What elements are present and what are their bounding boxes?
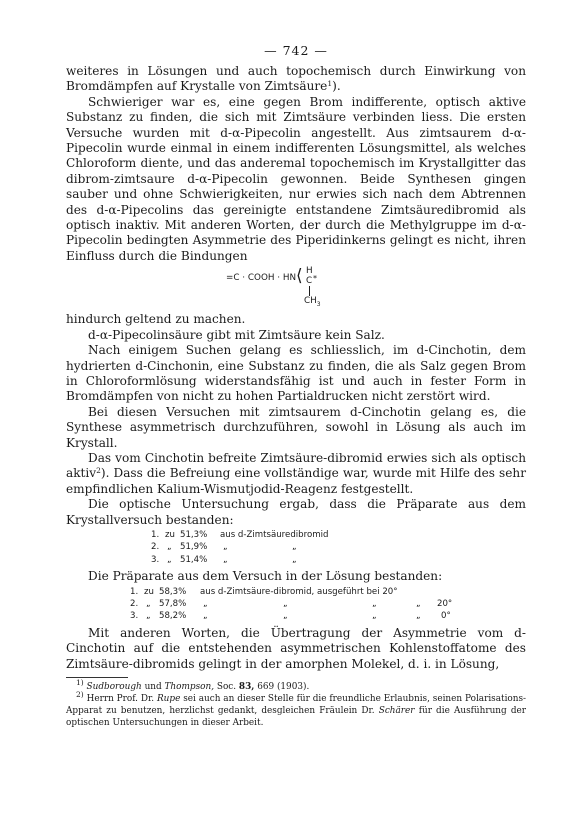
paragraph-text: ). Dass die Befreiung eine vollständige war, wurde mit Hilfe des sehr empfindlichen Kalium-Wismutjodid-Reagenz festgestellt. bbox=[66, 466, 526, 496]
footnote-2 bbox=[66, 689, 527, 729]
item-ditto: „ bbox=[292, 554, 297, 565]
paragraph: Die optische Untersuchung ergab, dass die Präparate aus dem Krystallversuch bestanden: bbox=[66, 497, 526, 527]
item-zu: „ bbox=[146, 611, 151, 622]
item-zu: „ bbox=[167, 554, 172, 565]
page-number: — 742 — bbox=[264, 43, 328, 58]
list-item bbox=[66, 610, 526, 622]
footnote-text: Herrn Prof. Dr. bbox=[86, 693, 155, 704]
item-zu: zu bbox=[144, 586, 154, 597]
formula-hydrogen: H bbox=[306, 266, 313, 277]
item-zu: zu bbox=[165, 529, 175, 540]
item-number: 3. bbox=[130, 611, 139, 622]
footnote-person: Schärer bbox=[378, 705, 415, 716]
list-item bbox=[66, 529, 526, 541]
item-ditto: „ bbox=[372, 598, 377, 609]
formula-carbon: C bbox=[306, 276, 313, 287]
item-number: 1. bbox=[151, 529, 160, 540]
item-number: 3. bbox=[151, 554, 160, 565]
footnote-ref: 2 bbox=[96, 466, 101, 476]
list-item bbox=[66, 586, 526, 598]
paragraph-text: Das vom Cinchotin befreite Zimtsäure-dibromid erwies sich als optisch aktiv bbox=[66, 450, 526, 481]
item-ditto: „ bbox=[292, 542, 297, 553]
footnote-text: und bbox=[144, 681, 162, 692]
formula-methyl bbox=[304, 296, 321, 308]
list-item bbox=[66, 541, 526, 553]
paragraph: Nach einigem Suchen gelang es schliesslich, im d-Cinchotin, dem hydrierten d-Cinchonin, eine Substanz zu finden, die als Salz gegen Brom in Chloroformlösung widerstandsfähig ist und auch in fester Form in Bromdämpfen von nicht zu hohen Partialdrucken nicht zerstört wird. bbox=[66, 343, 526, 404]
item-value: 51,9% bbox=[180, 542, 208, 553]
item-number: 2. bbox=[130, 598, 139, 609]
footnote-text: für die Ausführung der optischen Untersuchungen in dieser Arbeit. bbox=[66, 705, 527, 728]
formula-methyl-ch: CH bbox=[304, 296, 317, 307]
item-ditto: „ bbox=[283, 611, 288, 622]
list-item bbox=[66, 554, 526, 566]
structural-formula bbox=[66, 266, 526, 308]
item-ditto: „ bbox=[416, 611, 421, 622]
footnote-text: sei auch an dieser Stelle für die freundliche Erlaubnis, seinen Polarisations-Apparat zu benutzen, herzlichst gedankt, desgleichen Fräulein Dr. bbox=[66, 693, 527, 716]
item-ditto: „ bbox=[223, 542, 228, 553]
footnote-author: Sudborough bbox=[86, 681, 142, 692]
paragraph: Die Präparate aus dem Versuch in der Lösung bestanden: bbox=[88, 569, 443, 584]
item-zu: „ bbox=[146, 598, 151, 609]
footnote-mark: 1) bbox=[76, 677, 84, 687]
formula-methyl-sub: 3 bbox=[316, 301, 321, 309]
footnote-author: Thompson, bbox=[164, 681, 215, 692]
paragraph: Bei diesen Versuchen mit zimtsaurem d-Cinchotin gelang es, die Synthese asymmetrisch durchzuführen, sowohl in Lösung als auch im Krystall. bbox=[66, 404, 526, 450]
paragraph bbox=[66, 451, 526, 497]
item-desc: aus d-Zimtsäure-dibromid, ausgeführt bei 20° bbox=[200, 586, 398, 597]
footnote-ref: 1 bbox=[327, 79, 333, 89]
item-value: 57,8% bbox=[159, 598, 187, 609]
paragraph bbox=[66, 64, 526, 95]
document-page bbox=[66, 42, 526, 729]
list-item bbox=[66, 598, 526, 610]
footnote-person: Rupe bbox=[156, 693, 181, 704]
footnote-text: 669 (1903). bbox=[257, 681, 310, 692]
item-number: 2. bbox=[151, 542, 160, 553]
paragraph: hindurch geltend zu machen. bbox=[66, 312, 246, 327]
item-number: 1. bbox=[130, 586, 139, 597]
item-ditto: „ bbox=[283, 598, 288, 609]
item-zu: „ bbox=[167, 542, 172, 553]
item-value: 51,3% bbox=[180, 529, 208, 540]
paragraph-text: weiteres in Lösungen und auch topochemisch durch Einwirkung von Bromdämpfen auf Krystalle von Zimtsäure bbox=[66, 64, 526, 94]
item-desc: aus d-Zimtsäuredibromid bbox=[220, 529, 329, 540]
item-value: 58,2% bbox=[159, 611, 187, 622]
item-temp: 20° bbox=[437, 598, 453, 609]
footnote-volume: 83, bbox=[238, 681, 255, 692]
paragraph-text: ). bbox=[332, 79, 341, 94]
footnote-text: Soc. bbox=[216, 681, 237, 692]
formula-bracket: ⟨ bbox=[296, 266, 303, 287]
item-ditto: „ bbox=[223, 554, 228, 565]
item-ditto: „ bbox=[372, 611, 377, 622]
item-ditto: „ bbox=[203, 598, 208, 609]
formula-main: =C · COOH · HN bbox=[226, 273, 297, 284]
item-ditto: „ bbox=[203, 611, 208, 622]
solution-results-list bbox=[66, 586, 526, 623]
paragraph: d-α-Pipecolinsäure gibt mit Zimtsäure kein Salz. bbox=[88, 327, 385, 342]
paragraph: Schwieriger war es, eine gegen Brom indifferente, optisch aktive Substanz zu finden, die sich mit Zimtsäure verbinden liess. Die ersten Versuche wurden mit d-α-Pipecolin angestellt. Aus zimtsaurem d-α-Pipecolin wurde einmal in einem indifferenten Lösungsmittel, als welches Chloroform diente, und das anderemal topochemisch im Krystallgitter das dibrom-zimtsaure d-α-Pipecolin gewonnen. Beide Synthesen gingen sauber und ohne Schwierigkeiten, nur erwies sich nach dem Abtrennen des d-α-Pipecolins das gereinigte entstandene Zimtsäuredibromid als optisch inaktiv. Mit anderen Worten, der durch die Methylgruppe im d-α-Pipecolin bedingten Asymmetrie des Piperidinkerns gelingt es nicht, ihren Einfluss durch die Bindungen bbox=[66, 94, 526, 263]
formula-bond bbox=[309, 286, 310, 296]
paragraph: Mit anderen Worten, die Übertragung der Asymmetrie vom d-Cinchotin auf die entstehenden asymmetrischen Kohlenstoffatome des Zimtsäure-dibromids gelingt in der amorphen Molekel, d. i. in Lösung, bbox=[66, 625, 526, 671]
item-ditto: „ bbox=[416, 598, 421, 609]
crystal-results-list bbox=[66, 529, 526, 566]
item-value: 58,3% bbox=[159, 586, 187, 597]
formula-asterisk: * bbox=[313, 274, 317, 284]
footnote-mark: 2) bbox=[76, 689, 84, 699]
item-temp: 0° bbox=[441, 611, 451, 622]
item-value: 51,4% bbox=[180, 554, 208, 565]
footnote-1 bbox=[66, 677, 526, 693]
